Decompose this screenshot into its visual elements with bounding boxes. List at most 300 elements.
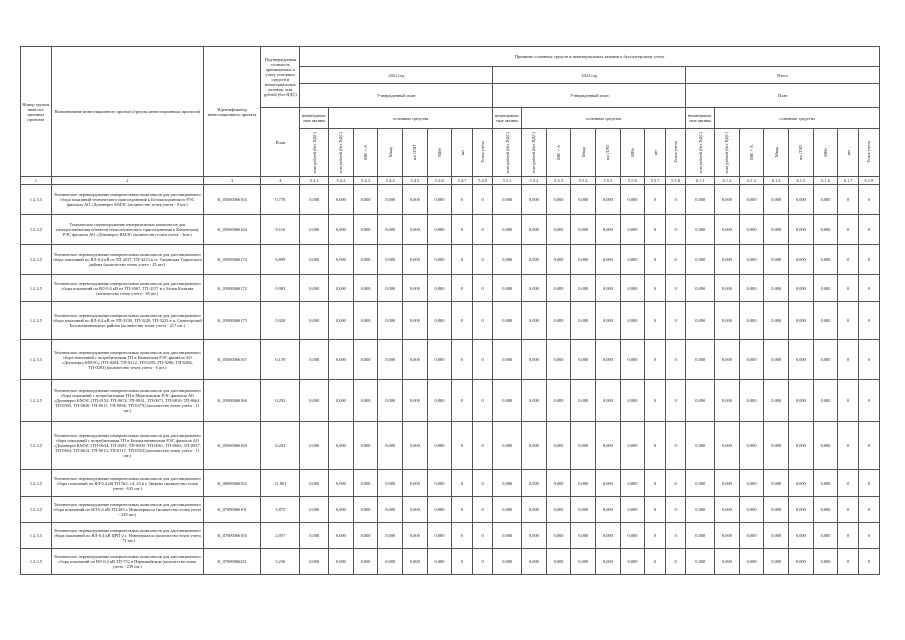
value-cell: 0,000 <box>764 275 789 302</box>
value-cell: 0,000 <box>403 275 428 302</box>
value-cell: 0,000 <box>522 340 547 380</box>
value-cell: 0 <box>665 470 686 497</box>
value-cell: 0,000 <box>596 245 621 275</box>
value-cell: 0,000 <box>739 302 764 340</box>
value-cell: 0,000 <box>427 215 452 245</box>
value-cell: 0,000 <box>546 215 571 245</box>
value-cell: 0,000 <box>378 215 403 245</box>
project-name-cell: Техническое перевооружение измерительных комплексов для дистанционного сбора показаний с потребителями ТП в Морозовском РЭС филиала АО «Донэнерго КМЭС (ТП-0152, ТП-0674, ТП-0831, ТП-0671, ТП-0810, ТП-0661, ТП-0505, ТП-0820, ТП-0611, ТП-0836, ТП-0379) (количество точек учета - 11 шт.) <box>51 380 203 422</box>
value-cell: 0,000 <box>353 422 378 470</box>
value-cell: 0,000 <box>353 185 378 215</box>
project-id-cell: K_05000066163 <box>203 185 261 215</box>
plan-value-cell: 6,899 <box>261 245 300 275</box>
table-row <box>21 185 880 215</box>
value-cell: 0,000 <box>493 340 522 380</box>
value-cell: 0,000 <box>403 549 428 575</box>
value-cell: 0,000 <box>378 185 403 215</box>
header-unit-col <box>378 129 403 177</box>
value-cell: 0 <box>665 185 686 215</box>
value-cell: 0,000 <box>493 215 522 245</box>
value-cell: 0,000 <box>739 470 764 497</box>
value-cell: 0,000 <box>789 470 814 497</box>
header-unit-col <box>764 129 789 177</box>
header-unit-label: млн рублей (без НДС) <box>531 131 537 174</box>
value-cell: 0,000 <box>546 245 571 275</box>
value-cell: 0,000 <box>789 302 814 340</box>
column-number: 5.4.1 <box>300 177 329 185</box>
header-unit-label: км ЛЭП <box>412 144 418 161</box>
header-unit-intangible-mln <box>493 129 522 177</box>
value-cell: 0 <box>472 302 493 340</box>
value-cell: 0,000 <box>571 523 596 549</box>
value-cell: 0,000 <box>378 470 403 497</box>
column-number: 2 <box>51 177 203 185</box>
header-unit-col <box>329 129 354 177</box>
value-cell: 0,000 <box>522 215 547 245</box>
value-cell: 0 <box>665 422 686 470</box>
value-cell: 0,000 <box>329 549 354 575</box>
value-cell: 0 <box>452 422 473 470</box>
value-cell: 0,000 <box>789 497 814 523</box>
project-id-cell: K_06000066162 <box>203 470 261 497</box>
value-cell: 0,000 <box>571 245 596 275</box>
group-number-cell: 1.2.3.5 <box>21 497 52 523</box>
value-cell: 0,000 <box>300 549 329 575</box>
value-cell: 0,000 <box>329 245 354 275</box>
value-cell: 0,000 <box>493 275 522 302</box>
header-unit-label: Точек учета <box>480 141 486 164</box>
value-cell: 0,000 <box>427 245 452 275</box>
value-cell: 0,000 <box>620 245 645 275</box>
value-cell: 0,000 <box>596 302 621 340</box>
value-cell: 0,000 <box>715 549 740 575</box>
value-cell: 0,000 <box>300 185 329 215</box>
header-intangible-assets: нематериаль-ные активы <box>493 108 522 129</box>
plan-value-cell: 0,159 <box>261 340 300 380</box>
group-number-cell: 1.2.3.5 <box>21 185 52 215</box>
value-cell: 0 <box>452 340 473 380</box>
header-unit-col <box>427 129 452 177</box>
value-cell: 0,000 <box>522 497 547 523</box>
value-cell: 0 <box>645 549 666 575</box>
value-cell: 0,000 <box>403 497 428 523</box>
table-row <box>21 340 880 380</box>
value-cell: 0,000 <box>739 245 764 275</box>
column-number: 5.4.7 <box>452 177 473 185</box>
value-cell: 0,000 <box>571 275 596 302</box>
value-cell: 0,000 <box>739 549 764 575</box>
header-acceptance: Принятие основных средств и нематериальных активов к бухгалтерскому учету <box>300 47 880 67</box>
value-cell: 0,000 <box>493 302 522 340</box>
value-cell: 0 <box>472 340 493 380</box>
value-cell: 0 <box>472 380 493 422</box>
value-cell: 0,000 <box>329 380 354 422</box>
plan-value-cell: 9,983 <box>261 275 300 302</box>
column-number: 6.1.1 <box>686 177 715 185</box>
value-cell: 0 <box>645 422 666 470</box>
value-cell: 0,000 <box>329 185 354 215</box>
value-cell: 0,000 <box>813 470 838 497</box>
value-cell: 0,000 <box>522 470 547 497</box>
value-cell: 0,000 <box>715 422 740 470</box>
value-cell: 0 <box>472 185 493 215</box>
value-cell: 0 <box>645 497 666 523</box>
value-cell: 0,000 <box>403 523 428 549</box>
value-cell: 0,000 <box>522 185 547 215</box>
value-cell: 0,000 <box>571 549 596 575</box>
value-cell: 0,000 <box>300 422 329 470</box>
value-cell: 0,000 <box>596 340 621 380</box>
plan-value-cell: 5,920 <box>261 302 300 340</box>
header-plan: План <box>261 108 300 177</box>
column-number: 5.5.4 <box>571 177 596 185</box>
value-cell: 0,000 <box>522 302 547 340</box>
plan-value-cell: 0,116 <box>261 215 300 245</box>
project-id-cell: K_05000066172 <box>203 275 261 302</box>
header-unit-label: Мвар <box>580 147 586 158</box>
column-number: 5.5.5 <box>596 177 621 185</box>
value-cell: 0,000 <box>427 422 452 470</box>
value-cell: 0,000 <box>596 549 621 575</box>
value-cell: 0,000 <box>715 470 740 497</box>
header-unit-label: МВт <box>629 148 635 157</box>
project-id-cell: K_05000066164 <box>203 215 261 245</box>
value-cell: 0,000 <box>571 185 596 215</box>
group-number-cell: 1.2.3.5 <box>21 523 52 549</box>
value-cell: 0,000 <box>427 549 452 575</box>
value-cell: 0,000 <box>546 523 571 549</box>
value-cell: 0,000 <box>329 523 354 549</box>
value-cell: 0,000 <box>789 380 814 422</box>
value-cell: 0,000 <box>427 380 452 422</box>
value-cell: 0,000 <box>329 470 354 497</box>
value-cell: 0,000 <box>686 380 715 422</box>
value-cell: 0,000 <box>522 523 547 549</box>
group-number-cell: 1.2.3.5 <box>21 245 52 275</box>
value-cell: 0,000 <box>353 523 378 549</box>
value-cell: 0,000 <box>764 185 789 215</box>
value-cell: 0,000 <box>522 549 547 575</box>
value-cell: 0 <box>838 185 859 215</box>
project-id-cell: K_07000066251 <box>203 549 261 575</box>
header-group-number: Номер группы инвести-ционных проектов <box>21 47 52 177</box>
value-cell: 0,000 <box>813 215 838 245</box>
header-unit-label: км ЛЭП <box>605 144 611 161</box>
value-cell: 0,000 <box>378 523 403 549</box>
value-cell: 0 <box>472 470 493 497</box>
value-cell: 0 <box>472 523 493 549</box>
header-unit-label: млн рублей (без НДС) <box>697 131 703 174</box>
value-cell: 0,000 <box>739 523 764 549</box>
value-cell: 0,000 <box>403 245 428 275</box>
value-cell: 0,000 <box>403 422 428 470</box>
value-cell: 0,000 <box>353 549 378 575</box>
value-cell: 0,000 <box>686 422 715 470</box>
value-cell: 0 <box>858 497 879 523</box>
table-row <box>21 422 880 470</box>
value-cell: 0 <box>472 549 493 575</box>
value-cell: 0,000 <box>329 340 354 380</box>
header-unit-label: Точек учета <box>866 141 872 164</box>
value-cell: 0 <box>858 422 879 470</box>
value-cell: 0 <box>665 275 686 302</box>
header-unit-col <box>838 129 859 177</box>
value-cell: 0,000 <box>427 302 452 340</box>
value-cell: 0 <box>452 215 473 245</box>
value-cell: 0,000 <box>493 470 522 497</box>
table-row <box>21 549 880 575</box>
value-cell: 0,000 <box>329 422 354 470</box>
table-row <box>21 380 880 422</box>
value-cell: 0,000 <box>686 245 715 275</box>
header-unit-label: км ЛЭП <box>798 144 804 161</box>
value-cell: 0,000 <box>353 470 378 497</box>
column-number: 6.1.6 <box>813 177 838 185</box>
header-year-2022: 2022 год <box>493 67 686 84</box>
value-cell: 0,000 <box>715 215 740 245</box>
value-cell: 0,000 <box>620 215 645 245</box>
value-cell: 0,000 <box>300 275 329 302</box>
value-cell: 0,000 <box>378 340 403 380</box>
project-name-cell: Техническое перевооружение измерительных комплексов для дистанционного сбора показаний по ВЛ-0,4 кВ ТП-752 в Первомайском (количество точек учета - 239 шт.) <box>51 549 203 575</box>
value-cell: 0,000 <box>764 549 789 575</box>
project-id-cell: K_05000066167 <box>203 340 261 380</box>
value-cell: 0,000 <box>546 497 571 523</box>
project-name-cell: Техническое перевооружение измерительных комплексов для дистанционного сбора показаний по ВЛ-0,4 кВ ТП №5, 14, 43 в г. Зверево (количество точек учета - 635 шт.) <box>51 470 203 497</box>
value-cell: 0 <box>858 549 879 575</box>
value-cell: 0,000 <box>596 523 621 549</box>
value-cell: 0 <box>645 215 666 245</box>
value-cell: 0 <box>645 470 666 497</box>
header-unit-col <box>739 129 764 177</box>
column-number: 6.1.8 <box>858 177 879 185</box>
column-number: 5.4.2 <box>329 177 354 185</box>
value-cell: 0,000 <box>789 215 814 245</box>
project-id-cell: K_05000066174 <box>203 245 261 275</box>
header-intangible-assets: нематериаль-ные активы <box>300 108 329 129</box>
group-number-cell: 1.2.3.5 <box>21 302 52 340</box>
header-fixed-assets: основные средства <box>522 108 686 129</box>
value-cell: 0,000 <box>813 497 838 523</box>
column-number: 1 <box>21 177 52 185</box>
value-cell: 0 <box>472 497 493 523</box>
value-cell: 0,000 <box>378 497 403 523</box>
value-cell: 0,000 <box>300 245 329 275</box>
header-unit-label: МВт <box>436 148 442 157</box>
header-unit-col <box>522 129 547 177</box>
column-number: 5.5.1 <box>493 177 522 185</box>
value-cell: 0 <box>452 275 473 302</box>
value-cell: 0,000 <box>353 497 378 523</box>
table-row <box>21 245 880 275</box>
value-cell: 0,000 <box>427 497 452 523</box>
column-number: 5.4.5 <box>403 177 428 185</box>
plan-value-cell: 3,875 <box>261 497 300 523</box>
value-cell: 0,000 <box>764 380 789 422</box>
project-name-cell: Техническое перевооружение измерительных комплексов для дистанционного сбора показаний по ВЛ-0,4 кВ ТП 265 г. Новочеркасск (количество точек учета - 239 шт.) <box>51 497 203 523</box>
value-cell: 0,000 <box>300 380 329 422</box>
value-cell: 0,000 <box>300 340 329 380</box>
column-number: 4 <box>261 177 300 185</box>
value-cell: 0,000 <box>300 470 329 497</box>
value-cell: 0,000 <box>427 185 452 215</box>
value-cell: 0,000 <box>620 549 645 575</box>
value-cell: 0 <box>452 185 473 215</box>
value-cell: 0,000 <box>522 422 547 470</box>
column-number: 5.5.6 <box>620 177 645 185</box>
value-cell: 0 <box>472 422 493 470</box>
value-cell: 0,000 <box>739 497 764 523</box>
column-number: 5.5.8 <box>665 177 686 185</box>
column-number: 6.1.5 <box>789 177 814 185</box>
value-cell: 0,000 <box>353 275 378 302</box>
value-cell: 0 <box>838 380 859 422</box>
value-cell: 0 <box>452 380 473 422</box>
value-cell: 0,000 <box>764 245 789 275</box>
header-project-id: Идентификатор инвестиционного проекта <box>203 47 261 177</box>
value-cell: 0,000 <box>715 302 740 340</box>
header-unit-col <box>546 129 571 177</box>
value-cell: 0,000 <box>378 549 403 575</box>
value-cell: 0,000 <box>813 302 838 340</box>
value-cell: 0,000 <box>329 497 354 523</box>
header-unit-col <box>571 129 596 177</box>
value-cell: 0 <box>858 275 879 302</box>
plan-value-cell: 2,957 <box>261 523 300 549</box>
group-number-cell: 1.2.3.5 <box>21 215 52 245</box>
value-cell: 0,000 <box>715 340 740 380</box>
header-unit-label: Мвар <box>387 147 393 158</box>
value-cell: 0,000 <box>789 185 814 215</box>
value-cell: 0,000 <box>403 302 428 340</box>
value-cell: 0,000 <box>493 245 522 275</box>
value-cell: 0,000 <box>739 215 764 245</box>
value-cell: 0,000 <box>789 549 814 575</box>
group-number-cell: 1.2.3.5 <box>21 470 52 497</box>
table-row <box>21 497 880 523</box>
project-id-cell: K_07000066101 <box>203 497 261 523</box>
value-cell: 0 <box>838 422 859 470</box>
column-number: 3 <box>203 177 261 185</box>
value-cell: 0 <box>665 380 686 422</box>
header-unit-intangible-mln <box>300 129 329 177</box>
header-unit-col <box>858 129 879 177</box>
header-confirmed-cost: Подтвержденная стоимость принимаемых к учету основных средств и нематериальных активов, млн рублей (без НДС) <box>261 47 300 108</box>
table-row <box>21 302 880 340</box>
value-cell: 0 <box>838 497 859 523</box>
value-cell: 0,000 <box>596 497 621 523</box>
value-cell: 0,000 <box>764 302 789 340</box>
project-id-cell: K_07000066103 <box>203 523 261 549</box>
value-cell: 0 <box>645 340 666 380</box>
column-number: 5.4.3 <box>353 177 378 185</box>
header-unit-label: млн рублей (без НДС) <box>724 131 730 174</box>
header-unit-label: шт <box>459 149 465 156</box>
header-year-2021: 2021 год <box>300 67 493 84</box>
value-cell: 0,000 <box>715 523 740 549</box>
value-cell: 0,000 <box>403 215 428 245</box>
column-number: 6.1.3 <box>739 177 764 185</box>
value-cell: 0,000 <box>427 340 452 380</box>
value-cell: 0 <box>452 470 473 497</box>
value-cell: 0,000 <box>813 380 838 422</box>
header-unit-col <box>353 129 378 177</box>
value-cell: 0,000 <box>596 470 621 497</box>
project-name-cell: Техническое перевооружение измерительных комплексов для дистанционного сбора показаний по ВЛ-0,4 кВ от ТП-3067, ТП-3157 в г. Белая Калитва (количество точек учета - 38 шт.) <box>51 275 203 302</box>
plan-value-cell: 11,801 <box>261 470 300 497</box>
value-cell: 0,000 <box>353 302 378 340</box>
value-cell: 0,000 <box>300 302 329 340</box>
value-cell: 0,000 <box>403 380 428 422</box>
value-cell: 0,000 <box>427 470 452 497</box>
value-cell: 0 <box>838 245 859 275</box>
value-cell: 0 <box>838 470 859 497</box>
value-cell: 0 <box>472 275 493 302</box>
value-cell: 0,000 <box>522 380 547 422</box>
value-cell: 0,000 <box>596 215 621 245</box>
value-cell: 0,000 <box>403 185 428 215</box>
header-unit-intangible-mln <box>686 129 715 177</box>
value-cell: 0 <box>645 275 666 302</box>
value-cell: 0 <box>838 340 859 380</box>
value-cell: 0,000 <box>403 470 428 497</box>
value-cell: 0,000 <box>378 422 403 470</box>
value-cell: 0 <box>452 497 473 523</box>
value-cell: 0,000 <box>715 497 740 523</box>
header-unit-label: Мвар <box>773 147 779 158</box>
value-cell: 0 <box>665 245 686 275</box>
value-cell: 0,000 <box>493 497 522 523</box>
value-cell: 0,000 <box>789 523 814 549</box>
column-number: 5.4.8 <box>472 177 493 185</box>
value-cell: 0,000 <box>300 497 329 523</box>
value-cell: 0,000 <box>571 340 596 380</box>
value-cell: 0 <box>645 245 666 275</box>
value-cell: 0,000 <box>493 380 522 422</box>
value-cell: 0,000 <box>427 275 452 302</box>
value-cell: 0,000 <box>813 340 838 380</box>
value-cell: 0 <box>838 275 859 302</box>
header-unit-label: шт <box>845 149 851 156</box>
group-number-cell: 1.2.3.5 <box>21 549 52 575</box>
header-unit-col <box>665 129 686 177</box>
value-cell: 0,000 <box>546 302 571 340</box>
value-cell: 0 <box>858 245 879 275</box>
value-cell: 0,000 <box>620 470 645 497</box>
value-cell: 0,000 <box>620 340 645 380</box>
value-cell: 0,000 <box>546 185 571 215</box>
plan-value-cell: 0,776 <box>261 185 300 215</box>
value-cell: 0,000 <box>300 523 329 549</box>
header-unit-col <box>715 129 740 177</box>
value-cell: 0 <box>858 380 879 422</box>
project-id-cell: K_05000066175 <box>203 302 261 340</box>
table-row <box>21 470 880 497</box>
value-cell: 0 <box>472 245 493 275</box>
value-cell: 0 <box>645 380 666 422</box>
value-cell: 0,000 <box>571 422 596 470</box>
column-number: 6.1.2 <box>715 177 740 185</box>
value-cell: 0 <box>452 302 473 340</box>
value-cell: 0 <box>858 470 879 497</box>
project-name-cell: Техническое перевооружение измерительных комплексов для дистанционного сбора показаний по ВЛ-0,4 кВ ЦРП-2 г. Новочеркасск (количество точек учета - 72 шт.) <box>51 523 203 549</box>
value-cell: 0,000 <box>546 470 571 497</box>
value-cell: 0,000 <box>546 380 571 422</box>
value-cell: 0,000 <box>813 185 838 215</box>
value-cell: 0 <box>452 523 473 549</box>
value-cell: 0 <box>665 215 686 245</box>
value-cell: 0,000 <box>686 497 715 523</box>
